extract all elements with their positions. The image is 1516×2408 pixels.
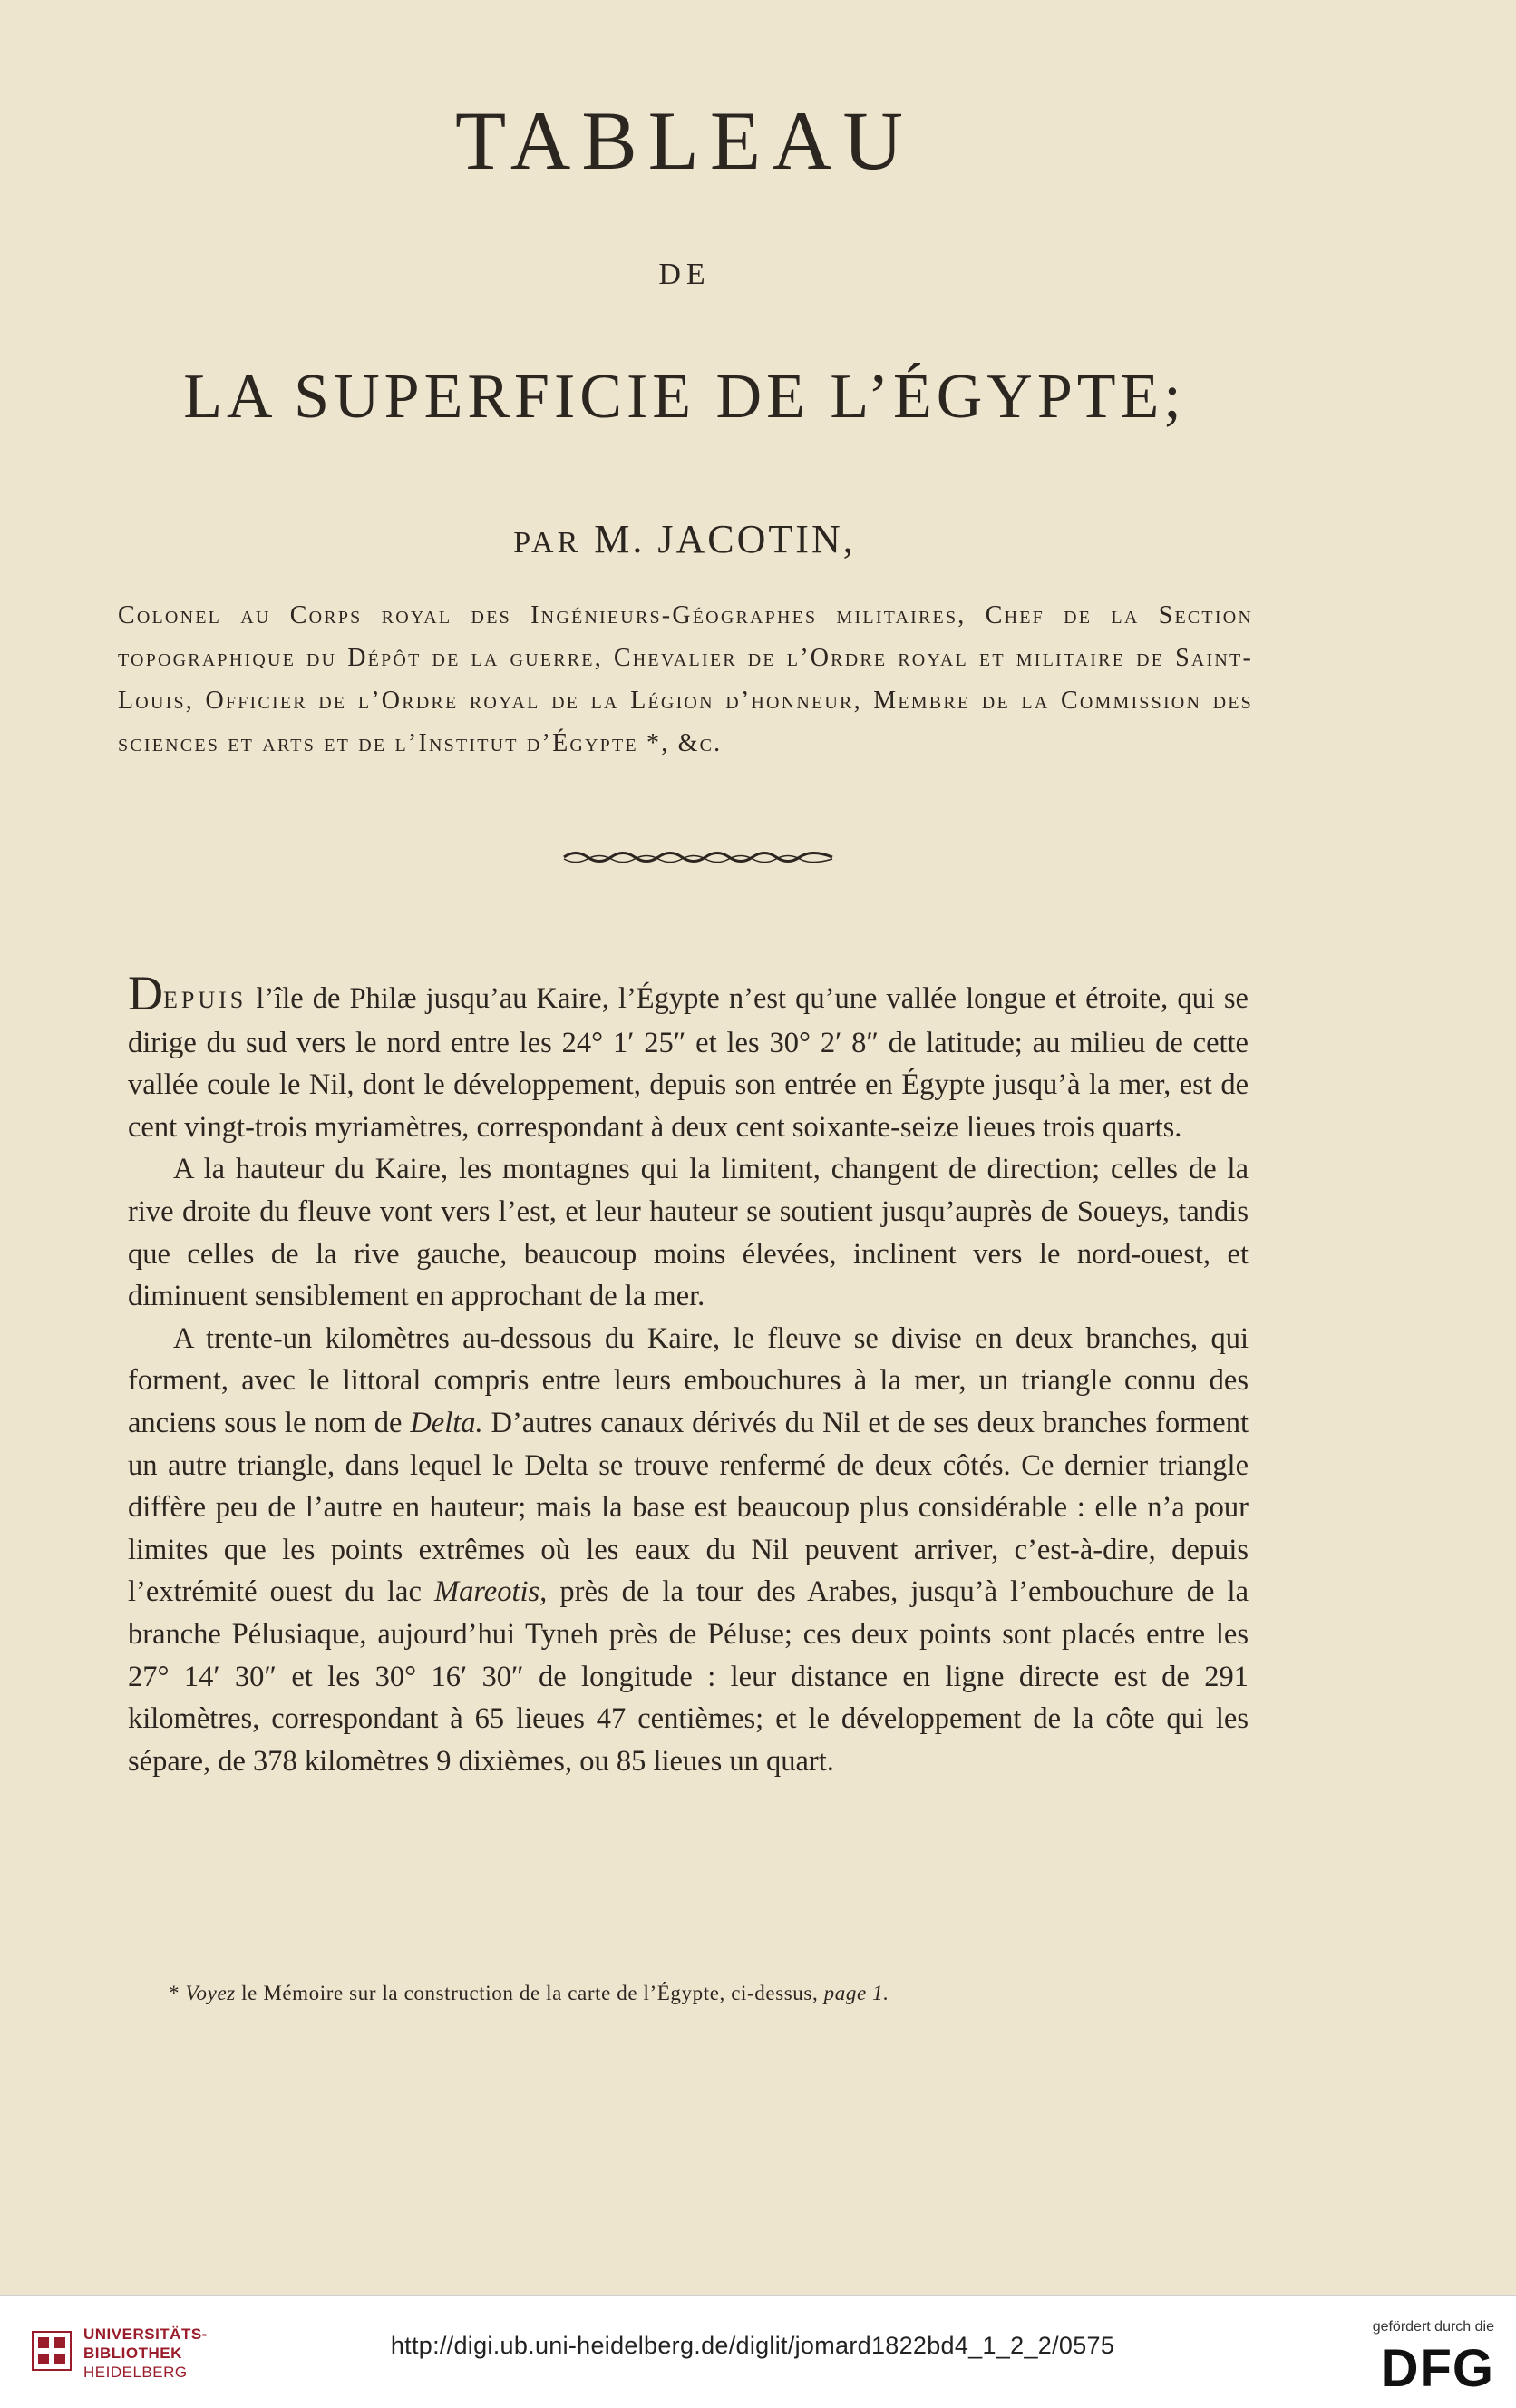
paragraph: A la hauteur du Kaire, les montagnes qui la limitent, changent de direction; celles de la rive droite du fleuve vont vers l’est, et leur hauteur se soutient jusqu’auprès de Soueys, tandis que celles de la rive gauche, beaucoup moins élevées, inclinent vers le nord-ouest, et diminuent sensiblement en approchant de la mer. [128,1153,1249,1313]
paragraph-text: l’île de Philæ jusqu’au Kaire, l’Égypte n’est qu’une vallée longue et étroite, qui se dirige du sud vers le nord entre les 24° 1′ 25″ et les 30° 2′ 8″ de latitude; au milieu de cette vallée coule le Nil, dont le développement, depuis son entrée en Égypte jusqu’à la mer, est de cent vingt-trois myriamètres, correspondant à deux cent soixante-seize lieues trois quarts. [128,982,1249,1144]
italic-term: Delta. [410,1406,483,1439]
paragraph [128,1318,1249,1783]
author-prefix: PAR [513,526,582,560]
dfg-logo[interactable]: DFG [1380,2339,1494,2398]
author-name: M. JACOTIN, [594,517,856,561]
library-name[interactable] [83,2325,208,2382]
university-library-logo-icon [31,2330,73,2372]
library-name-line: HEIDELBERG [83,2364,188,2381]
library-name-line: UNIVERSITÄTS- [83,2325,208,2343]
permalink-url[interactable]: http://digi.ub.uni-heidelberg.de/diglit/jomard1822bd4_1_2_2/0575 [390,2332,1115,2359]
paragraph-text: A trente-un kilomètres au-dessous du Kaire, le fleuve se divise en deux branches, qui forment, avec le littoral compris entre leurs embouchures à la mer, un triangle connu des anciens sous le nom de [128,1321,1249,1439]
footnote-marker: * [169,1982,186,2004]
page-subtitle: LA SUPERFICIE DE L’ÉGYPTE; [183,362,1186,432]
footnote-text: le Mémoire sur la construction de la carte de l’Égypte, ci-dessus, [235,1982,824,2004]
library-name-line: BIBLIOTHEK [83,2345,182,2362]
drop-cap: D [128,966,163,1020]
page-title: TABLEAU [455,94,914,187]
paragraph-text: D’autres canaux dérivés du Nil et de ses deux branches forment un autre triangle, dans lequel le Delta se trouve renfermé de deux côtés. Ce dernier triangle diffère peu de l’autre en hauteur; mais la base est beaucoup plus considérable : elle n’a pour limites que les points extrêmes où les eaux du Nil peuvent arriver, c’est-à-dire, depuis l’extrémité ouest du lac [128,1406,1249,1609]
italic-term: Mareotis, [434,1575,548,1609]
title-connector: DE [658,258,711,291]
footnote-page: page 1. [823,1982,889,2004]
author-credentials: Colonel au Corps royal des Ingénieurs-Géographes militaires, Chef de la Section topographique du Dépôt de la guerre, Chevalier de l’Ordre royal et militaire de Saint-Louis, Officier de l’Ordre royal de la Légion d’honneur, Membre de la Commission des sciences et arts et de l’Institut d’Égypte *, &c. [118,601,1253,757]
footnote-voyez: Voyez [185,1982,236,2004]
footnote [169,1980,1166,2007]
author-line [0,515,1369,568]
lead-caps: EPUIS [163,987,248,1013]
paragraph [128,966,1249,1148]
viewer-footer [0,2295,1516,2408]
body-text [128,966,1249,1782]
ornament-rule-icon [562,845,834,869]
paragraph-text: près de la tour des Arabes, jusqu’à l’embouchure de la branche Pélusiaque, aujourd’hui Tyneh près de Péluse; ces deux points sont placés entre les 27° 14′ 30″ et les 30° 16′ 30″ de longitude : leur distance en ligne directe est de 291 kilomètres, correspondant à 65 lieues 47 centièmes; et le développement de la côte qui les sépare, de 378 kilomètres 9 dixièmes, ou 85 lieues un quart. [128,1575,1249,1778]
funder-label: gefördert durch die [1372,2319,1494,2335]
